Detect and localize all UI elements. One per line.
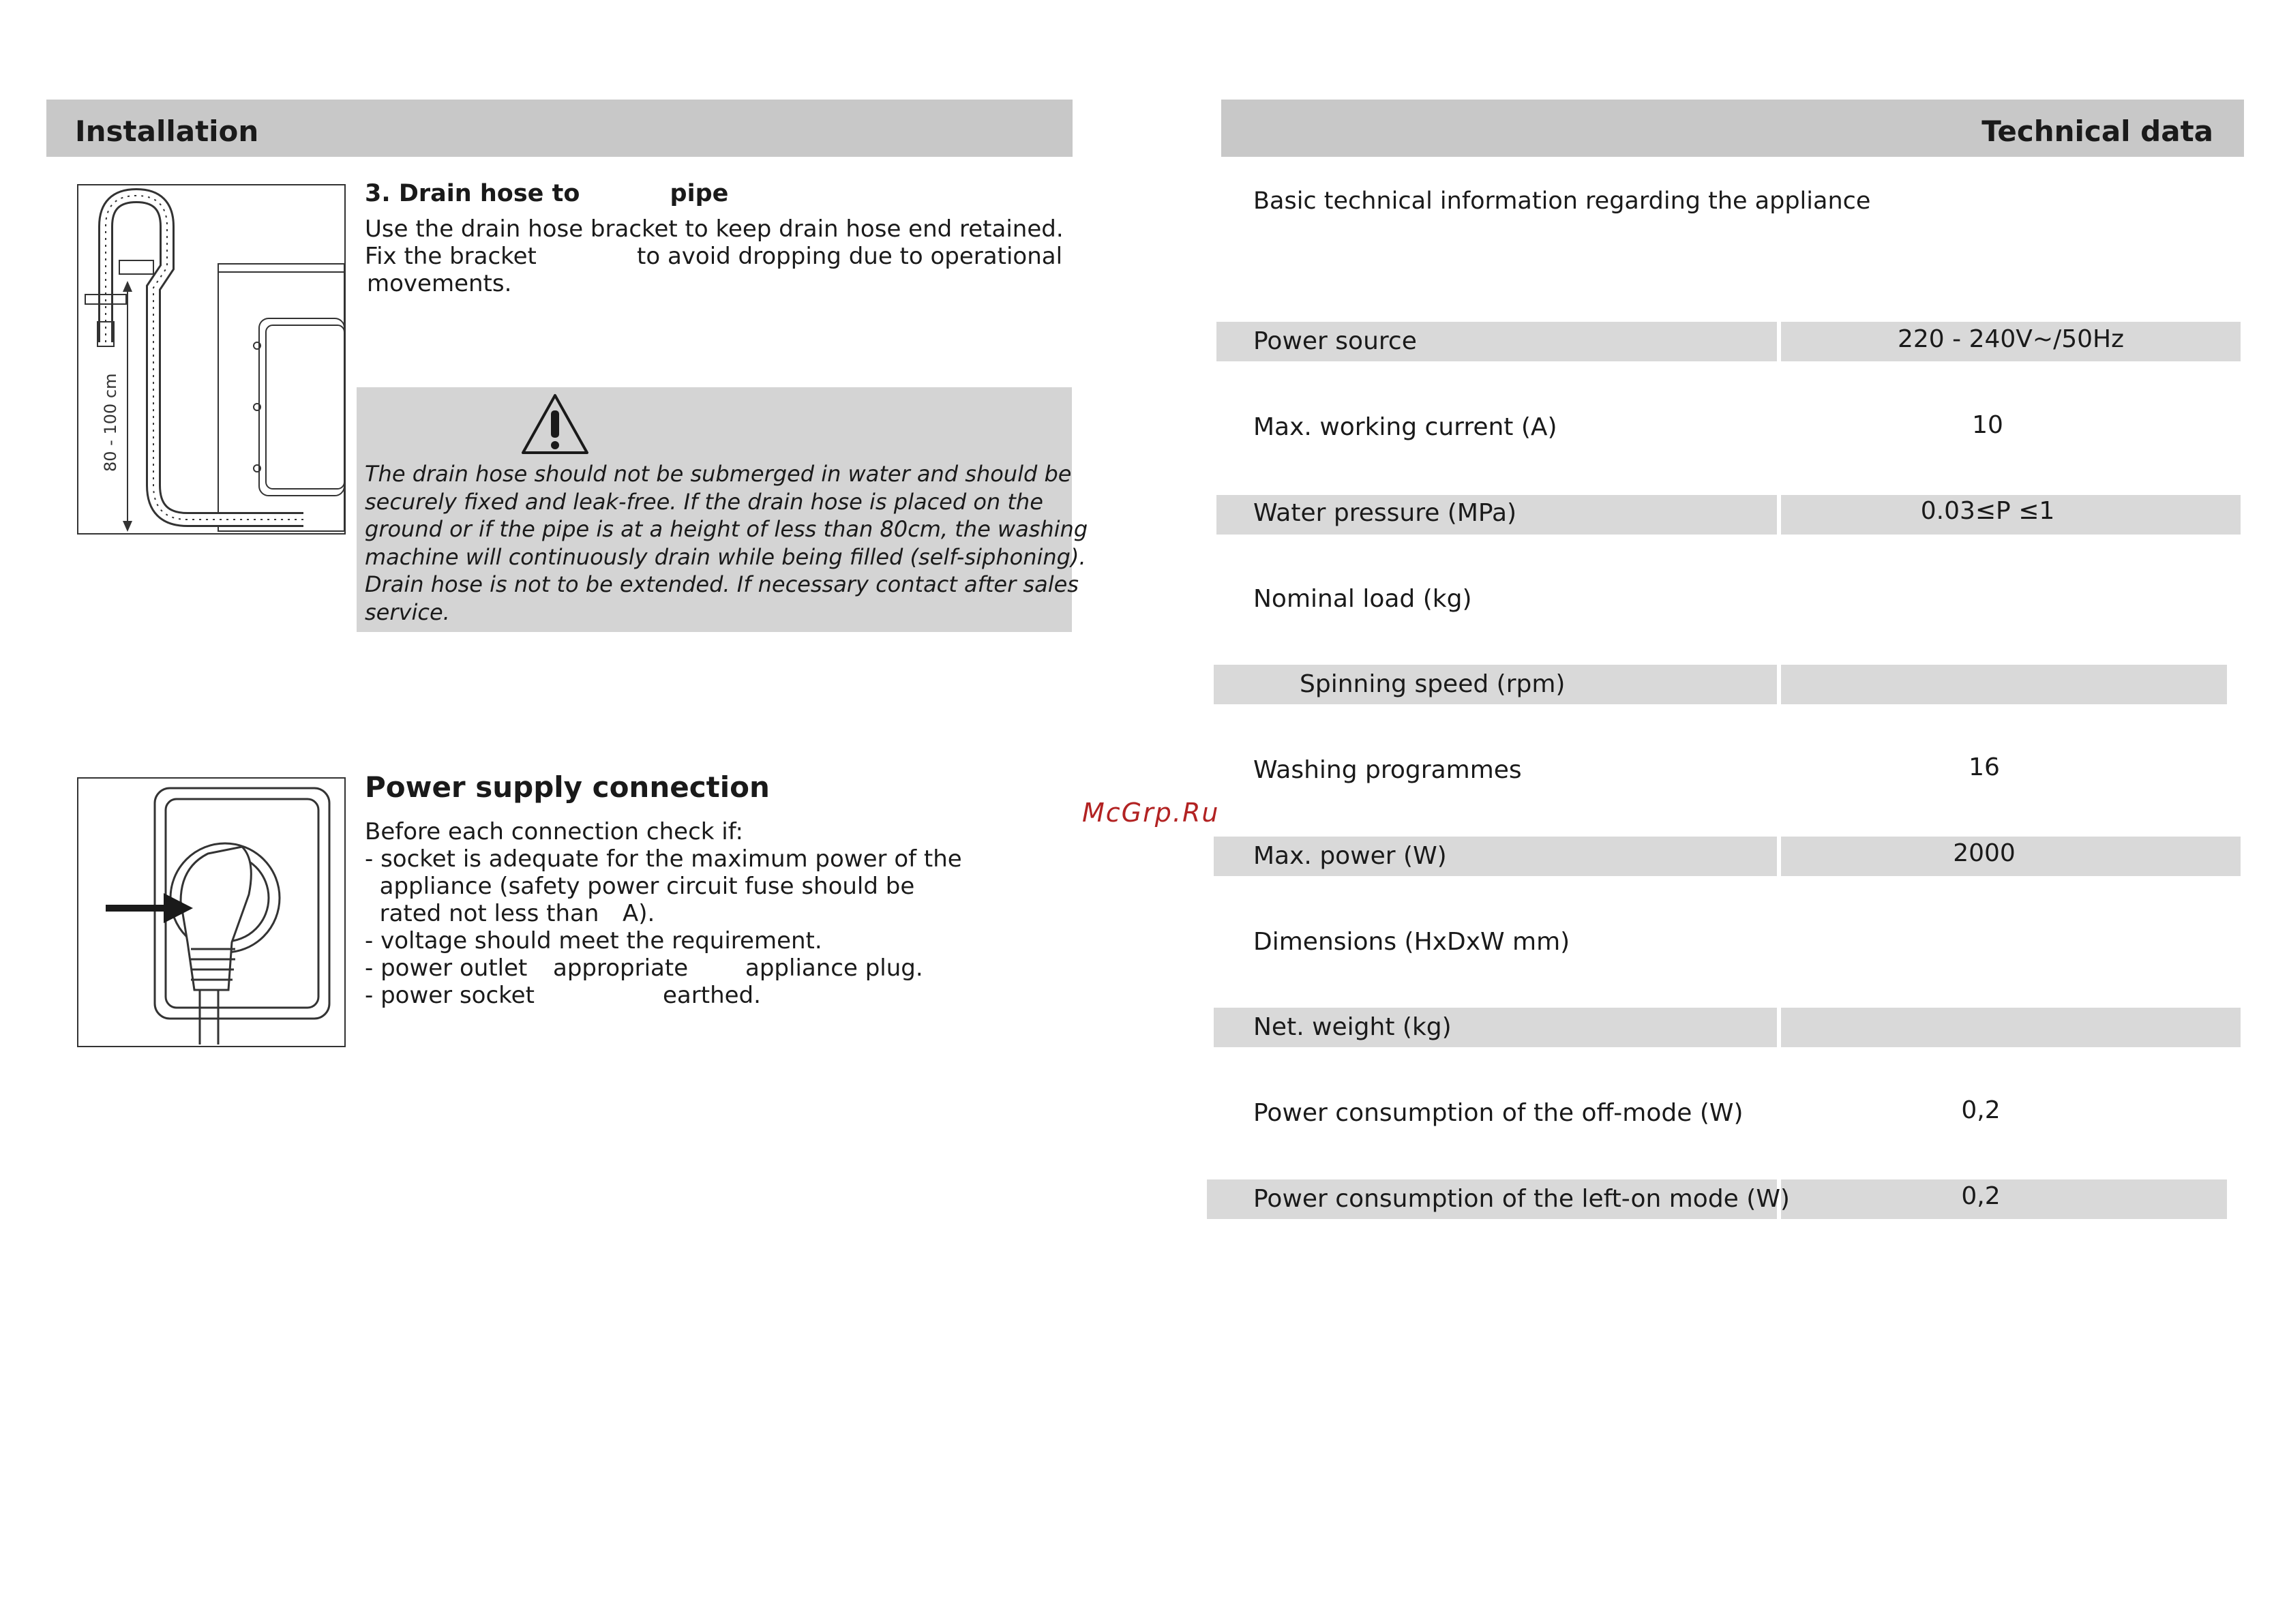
row-value-band	[1781, 665, 2227, 704]
row-label: Dimensions (HxDxW mm)	[1253, 928, 1570, 956]
power-line-6b: earthed.	[663, 982, 761, 1009]
row-label: Power consumption of the off-mode (W)	[1253, 1099, 1744, 1127]
drain-title-part1: 3. Drain hose to	[365, 180, 580, 207]
row-label: Max. working current (A)	[1253, 413, 1557, 441]
row-value-band	[1781, 1008, 2241, 1047]
power-line-4: - voltage should meet the requirement.	[365, 927, 822, 954]
row-value: 10	[1972, 411, 2003, 439]
drain-line-1: Use the drain hose bracket to keep drain hose end retained.	[365, 215, 1064, 243]
height-dimension-label: 80 - 100 cm	[101, 373, 120, 472]
plug-socket-illustration	[78, 779, 344, 1046]
technical-header-bar	[1221, 100, 2244, 157]
row-value: 0,2	[1961, 1182, 2001, 1210]
drain-warning-text: The drain hose should not be submerged in water and should be securely fixed and leak-free. If the drain hose is placed on the ground or if the pipe is at a height of less than 80cm, the washing machine will continuously drain while being filled (self-siphoning). Drain hose is not to be extended. If necessary contact after sales service.	[365, 461, 1088, 625]
row-label: Water pressure (MPa)	[1253, 499, 1517, 527]
power-supply-title: Power supply connection	[365, 770, 770, 804]
drain-line-2a: Fix the bracket	[365, 243, 537, 270]
power-line-5c: appliance plug.	[745, 954, 923, 982]
technical-intro: Basic technical information regarding the appliance	[1253, 187, 1871, 215]
power-line-2: appliance (safety power circuit fuse should be	[365, 873, 915, 900]
row-label: Net. weight (kg)	[1253, 1013, 1452, 1041]
drain-hose-figure	[77, 184, 346, 535]
installation-header-bar	[46, 100, 1073, 157]
power-line-5b: appropriate	[553, 954, 689, 982]
row-label: Spinning speed (rpm)	[1300, 670, 1566, 698]
power-line-3a: rated not less than	[365, 900, 599, 927]
row-value: 2000	[1953, 839, 2016, 867]
row-value: 0,2	[1961, 1096, 2001, 1124]
power-line-5a: - power outlet	[365, 954, 528, 982]
row-label: Washing programmes	[1253, 756, 1522, 784]
row-label: Power source	[1253, 327, 1417, 355]
warning-icon	[520, 393, 590, 455]
drain-line-3: movements.	[367, 270, 512, 297]
drain-warning-box	[357, 387, 1088, 632]
row-label: Max. power (W)	[1253, 842, 1447, 870]
drain-hose-illustration	[78, 185, 344, 533]
power-line-3b: A).	[623, 900, 655, 927]
technical-title: Technical data	[1981, 115, 2213, 148]
row-value: 0.03≤P ≤1	[1920, 497, 2055, 525]
drain-hose-title	[365, 180, 728, 207]
power-plug-figure	[77, 777, 346, 1047]
power-line-1: - socket is adequate for the maximum power of the	[365, 845, 962, 873]
row-value: 220 - 240V~/50Hz	[1898, 325, 2124, 353]
power-intro: Before each connection check if:	[365, 818, 743, 845]
row-label: Nominal load (kg)	[1253, 585, 1472, 613]
row-value: 16	[1969, 753, 2000, 781]
watermark: McGrp.Ru	[1082, 798, 1220, 828]
installation-title: Installation	[75, 115, 259, 148]
row-label: Power consumption of the left-on mode (W)	[1253, 1185, 1790, 1213]
drain-line-2b: to avoid dropping due to operational	[637, 243, 1063, 270]
power-line-6a: - power socket	[365, 982, 535, 1009]
drain-title-part2: pipe	[670, 180, 729, 207]
